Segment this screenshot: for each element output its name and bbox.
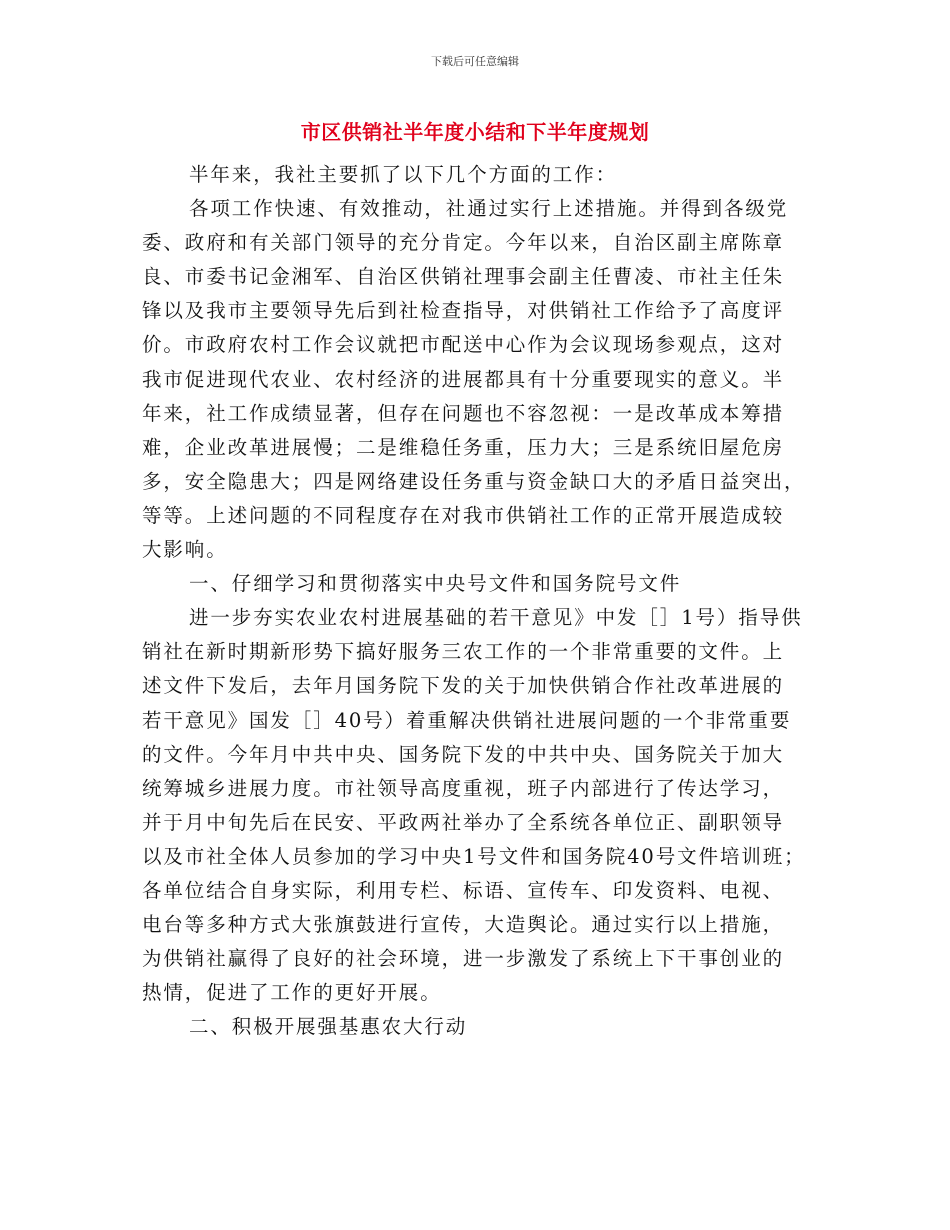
- paragraph-line: 统筹城乡进展力度。市社领导高度重视，班子内部进行了传达学习，: [142, 776, 785, 800]
- paragraph-line: 并于月中旬先后在民安、平政两社举办了全系统各单位正、副职领导: [142, 810, 785, 834]
- paragraph-line: 各项工作快速、有效推动，社通过实行上述措施。并得到各级党: [189, 197, 789, 221]
- paragraph-line: 等等。上述问题的不同程度存在对我市供销社工作的正常开展造成较: [142, 503, 785, 527]
- paragraph-line: 年来，社工作成绩显著，但存在问题也不容忽视：一是改革成本筹措: [142, 401, 785, 425]
- paragraph-line: 多，安全隐患大；四是网络建设任务重与资金缺口大的矛盾日益突出，: [142, 469, 806, 493]
- paragraph-line: 各单位结合自身实际，利用专栏、标语、宣传车、印发资料、电视、: [142, 878, 785, 902]
- section-heading: 二、积极开展强基惠农大行动: [189, 1015, 468, 1039]
- paragraph-line: 的文件。今年月中共中央、国务院下发的中共中央、国务院关于加大: [142, 742, 785, 766]
- header-note: 下载后可任意编辑: [431, 55, 519, 68]
- paragraph-line: 良、市委书记金湘军、自治区供销社理事会副主任曹凌、市社主任朱: [142, 265, 785, 289]
- paragraph-line: 难，企业改革进展慢；二是维稳任务重，压力大；三是系统旧屋危房: [142, 435, 785, 459]
- paragraph-line: 电台等多种方式大张旗鼓进行宣传，大造舆论。通过实行以上措施，: [142, 913, 785, 937]
- paragraph-line: 大影响。: [142, 538, 228, 562]
- paragraph-line: 销社在新时期新形势下搞好服务三农工作的一个非常重要的文件。上: [142, 640, 785, 664]
- paragraph-line: 半年来，我社主要抓了以下几个方面的工作：: [189, 163, 618, 186]
- section-heading: 一、仔细学习和贯彻落实中央号文件和国务院号文件: [189, 572, 682, 596]
- paragraph-line: 述文件下发后，去年月国务院下发的关于加快供销合作社改革进展的: [142, 674, 785, 698]
- paragraph-line: 价。市政府农村工作会议就把市配送中心作为会议现场参观点，这对: [142, 333, 785, 357]
- document-title: 市区供销社半年度小结和下半年度规划: [300, 120, 650, 144]
- paragraph-line: 进一步夯实农业农村进展基础的若干意见》中发［］1号）指导供: [189, 606, 803, 630]
- paragraph-line: 委、政府和有关部门领导的充分肯定。今年以来，自治区副主席陈章: [142, 231, 785, 255]
- paragraph-line: 为供销社赢得了良好的社会环境，进一步激发了系统上下干事创业的: [142, 947, 785, 971]
- document-body: [142, 158, 812, 1044]
- paragraph-line: 热情，促进了工作的更好开展。: [142, 981, 442, 1005]
- paragraph-line: 锋以及我市主要领导先后到社检查指导，对供销社工作给予了高度评: [142, 299, 785, 323]
- paragraph-line: 若干意见》国发［］40号）着重解决供销社进展问题的一个非常重要: [142, 708, 792, 732]
- paragraph-line: 我市促进现代农业、农村经济的进展都具有十分重要现实的意义。半: [142, 367, 785, 391]
- paragraph-line: 以及市社全体人员参加的学习中央1号文件和国务院40号文件培训班；: [142, 844, 806, 868]
